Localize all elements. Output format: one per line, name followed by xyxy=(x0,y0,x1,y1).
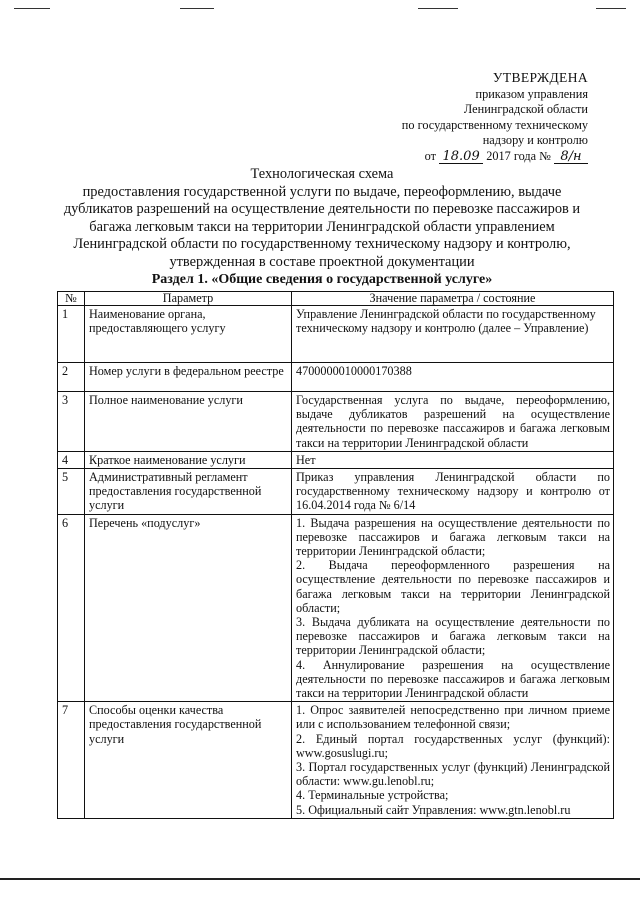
title-line: Технологическая схема xyxy=(250,166,394,182)
list-item: 4. Терминальные устройства; xyxy=(296,788,449,803)
column-header-parameter: Параметр xyxy=(85,292,292,306)
table-row xyxy=(58,451,614,468)
row-value-list xyxy=(292,514,614,702)
table-row xyxy=(58,392,614,452)
list-item: 5. Официальный сайт Управления: www.gtn.lenobl.ru xyxy=(296,802,571,817)
row-value: Нет xyxy=(292,451,614,468)
list-item: 4. Аннулирование разрешения на осуществление деятельности по перевозке пассажиров и багажа легковым такси на территории Ленинградской области xyxy=(296,657,610,701)
list-item: 2. Выдача переоформленного разрешения на осуществление деятельности по перевозке пассажиров и багажа легковым такси на территории Ленинградской области; xyxy=(296,558,610,615)
row-parameter: Номер услуги в федеральном реестре xyxy=(85,363,292,392)
table-row xyxy=(58,514,614,702)
row-value: Управление Ленинградской области по государственному техническому надзору и контролю (далее – Управление) xyxy=(292,306,614,363)
approval-line: Ленинградской области xyxy=(463,102,588,117)
order-prefix: от xyxy=(424,148,437,163)
order-number-label: № xyxy=(539,148,551,163)
scan-edge-top xyxy=(0,0,640,22)
approval-line: по государственному техническому xyxy=(401,117,588,132)
list-item: 3. Портал государственных услуг (функций) Ленинградской области: www.gu.lenobl.ru; xyxy=(296,760,610,789)
row-parameter: Краткое наименование услуги xyxy=(85,451,292,468)
list-item: 1. Опрос заявителей непосредственно при личном приеме или с использованием телефонной связи; xyxy=(296,703,610,732)
table-row xyxy=(58,306,614,363)
column-header-number: № xyxy=(58,292,85,306)
approval-line: приказом управления xyxy=(475,86,588,101)
row-parameter: Полное наименование услуги xyxy=(85,392,292,452)
scan-edge-bottom xyxy=(0,878,640,880)
approval-block xyxy=(338,70,588,165)
list-item: 1. Выдача разрешения на осуществление деятельности по перевозке пассажиров и багажа легковым такси на территории Ленинградской области; xyxy=(296,515,610,559)
row-number: 6 xyxy=(58,514,85,702)
order-date-handwritten: 18.09 xyxy=(439,151,483,164)
row-value: Государственная услуга по выдаче, переоформлению, выдаче дубликатов разрешений на осуществление деятельности по перевозке пассажиров и багажа легковым такси на территории Ленинградской области xyxy=(292,392,614,452)
row-number: 5 xyxy=(58,469,85,515)
row-number: 7 xyxy=(58,702,85,819)
table-row xyxy=(58,469,614,515)
title-body: предоставления государственной услуги по выдаче, переоформлению, выдаче дубликатов разрешений на осуществление деятельности по перевозке пассажиров и багажа легковым такси на территории Ленинградской области управлением Ленинградской области по государственному техническому надзору и контролю, утвержденная в составе проектной документации xyxy=(63,183,581,270)
approval-heading: УТВЕРЖДЕНА xyxy=(492,70,588,85)
row-value: Приказ управления Ленинградской области по государственному техническому надзору и контролю от 16.04.2014 года № 6/14 xyxy=(292,469,614,515)
list-item: 2. Единый портал государственных услуг (функций): www.gosuslugi.ru; xyxy=(296,731,610,760)
order-year: 2017 года xyxy=(486,148,537,163)
order-number-handwritten: 8/н xyxy=(554,151,588,164)
list-item: 3. Выдача дубликата на осуществление деятельности по перевозке пассажиров и багажа легковым такси на территории Ленинградской области; xyxy=(296,615,610,658)
column-header-value: Значение параметра / состояние xyxy=(292,292,614,306)
service-info-table xyxy=(57,291,614,819)
row-number: 3 xyxy=(58,392,85,452)
row-parameter: Перечень «подуслуг» xyxy=(85,514,292,702)
row-value: 4700000010000170388 xyxy=(292,363,614,392)
approval-line: надзору и контролю xyxy=(482,133,588,148)
table-row xyxy=(58,363,614,392)
section-heading: Раздел 1. «Общие сведения о государственной услуге» xyxy=(151,272,493,287)
order-line xyxy=(338,149,588,165)
document-title xyxy=(48,166,596,272)
row-value-list xyxy=(292,702,614,819)
table-header-row xyxy=(58,292,614,306)
table-row xyxy=(58,702,614,819)
row-parameter: Способы оценки качества предоставления государственной услуги xyxy=(85,702,292,819)
row-number: 2 xyxy=(58,363,85,392)
row-number: 4 xyxy=(58,451,85,468)
row-parameter: Наименование органа, предоставляющего услугу xyxy=(85,306,292,363)
row-parameter: Административный регламент предоставления государственной услуги xyxy=(85,469,292,515)
row-number: 1 xyxy=(58,306,85,363)
